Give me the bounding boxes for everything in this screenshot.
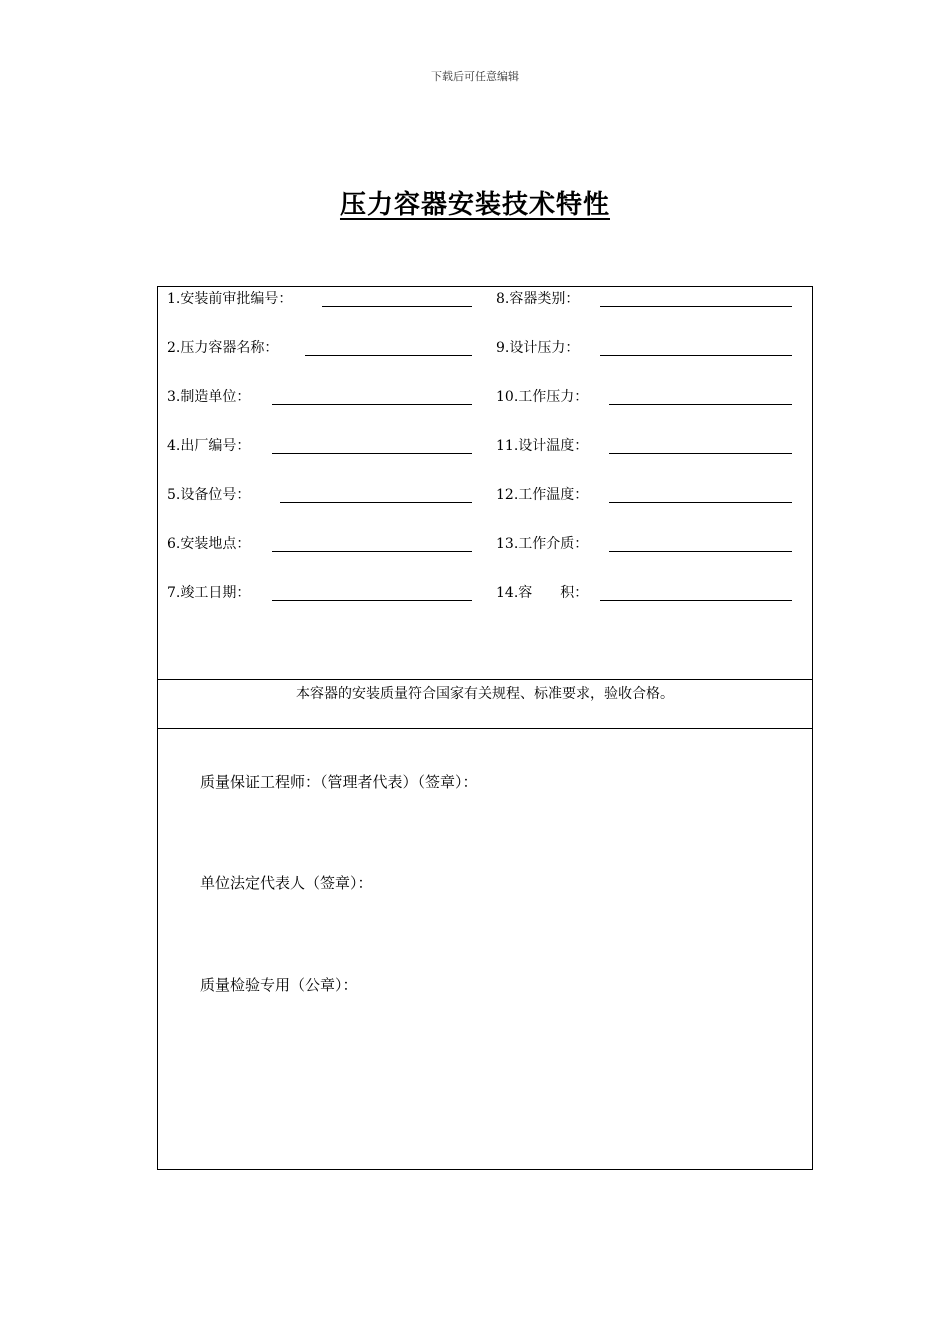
field-line-equipment-tag[interactable] [280, 502, 472, 503]
signature-legal-representative: 单位法定代表人（签章）： [200, 874, 373, 892]
field-label-working-temperature: 12.工作温度： [496, 487, 589, 503]
divider-bottom [158, 728, 812, 729]
field-line-working-medium[interactable] [609, 551, 792, 552]
field-label-serial-number: 4.出厂编号： [167, 438, 251, 454]
field-line-design-temperature[interactable] [609, 453, 792, 454]
field-line-volume[interactable] [600, 600, 792, 601]
field-label-working-medium: 13.工作介质： [496, 536, 589, 552]
form-table [157, 286, 813, 1170]
signature-qa-engineer: 质量保证工程师：（管理者代表）（签章）： [200, 773, 478, 791]
field-label-manufacturer: 3.制造单位： [167, 389, 251, 405]
field-line-working-pressure[interactable] [609, 404, 792, 405]
field-line-completion-date[interactable] [272, 600, 472, 601]
field-line-vessel-name[interactable] [305, 355, 472, 356]
field-label-vessel-name: 2.压力容器名称： [167, 340, 279, 356]
field-label-vessel-category: 8.容器类别： [496, 291, 580, 307]
header-note: 下载后可任意编辑 [431, 70, 519, 83]
field-line-working-temperature[interactable] [609, 502, 792, 503]
acceptance-statement: 本容器的安装质量符合国家有关规程、标准要求，验收合格。 [296, 686, 674, 702]
field-line-serial-number[interactable] [272, 453, 472, 454]
field-line-approval-number[interactable] [322, 306, 472, 307]
divider-top [158, 679, 812, 680]
page-title: 压力容器安装技术特性 [339, 190, 610, 220]
field-line-install-location[interactable] [272, 551, 472, 552]
field-line-manufacturer[interactable] [272, 404, 472, 405]
signature-inspection-seal: 质量检验专用（公章）： [200, 976, 358, 994]
field-label-volume: 14.容 积： [496, 585, 589, 601]
field-label-design-pressure: 9.设计压力： [496, 340, 580, 356]
field-line-vessel-category[interactable] [600, 306, 792, 307]
field-label-completion-date: 7.竣工日期： [167, 585, 251, 601]
field-label-approval-number: 1.安装前审批编号： [167, 291, 293, 307]
field-label-design-temperature: 11.设计温度： [496, 438, 589, 454]
field-label-install-location: 6.安装地点： [167, 536, 251, 552]
field-label-equipment-tag: 5.设备位号： [167, 487, 251, 503]
field-label-working-pressure: 10.工作压力： [496, 389, 589, 405]
field-line-design-pressure[interactable] [600, 355, 792, 356]
